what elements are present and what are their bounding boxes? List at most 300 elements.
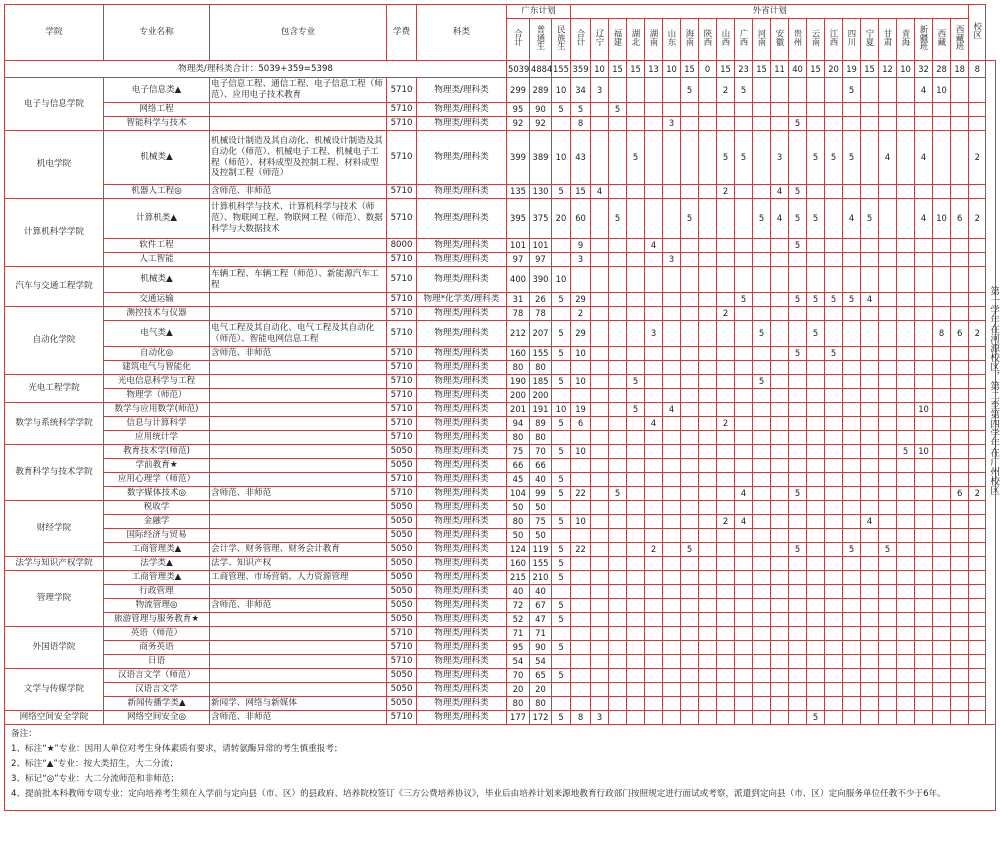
plan-value: 94 (507, 417, 530, 431)
plan-value (663, 267, 681, 293)
plan-value (897, 571, 915, 585)
plan-value (609, 585, 627, 599)
plan-value: 4 (915, 199, 933, 239)
plan-value (933, 501, 951, 515)
subject-category: 物理类/理科类 (417, 78, 507, 103)
major-name: 教育技术学(师范) (104, 445, 210, 459)
header-province-col: 青海 (897, 19, 915, 61)
plan-value (552, 361, 571, 375)
plan-value (825, 403, 843, 417)
plan-value: 5 (552, 711, 571, 725)
plan-value (645, 683, 663, 697)
plan-value (789, 459, 807, 473)
plan-value (897, 131, 915, 185)
plan-value (591, 103, 609, 117)
plan-value (645, 655, 663, 669)
plan-value: 4 (915, 131, 933, 185)
plan-value (771, 459, 789, 473)
plan-value (609, 267, 627, 293)
plan-value (897, 599, 915, 613)
plan-value (915, 697, 933, 711)
plan-value (645, 487, 663, 501)
table-row (5, 641, 996, 655)
plan-value: 67 (530, 599, 552, 613)
plan-value (699, 199, 717, 239)
plan-value (789, 501, 807, 515)
plan-value (627, 543, 645, 557)
plan-value (681, 103, 699, 117)
summary-value: 10 (897, 61, 915, 78)
plan-value (627, 599, 645, 613)
plan-value (861, 557, 879, 571)
plan-value (789, 445, 807, 459)
plan-value: 5 (843, 293, 861, 307)
plan-value (645, 613, 663, 627)
plan-value (771, 321, 789, 347)
plan-value (861, 571, 879, 585)
plan-value (699, 473, 717, 487)
plan-value: 4 (915, 78, 933, 103)
major-name: 学前教育★ (104, 459, 210, 473)
table-row (5, 253, 996, 267)
college-name: 外国语学院 (5, 627, 104, 669)
plan-value: 212 (507, 321, 530, 347)
plan-value (735, 473, 753, 487)
plan-value (879, 697, 897, 711)
plan-value (951, 585, 969, 599)
plan-value (571, 697, 591, 711)
plan-value (552, 585, 571, 599)
plan-value (627, 459, 645, 473)
included-majors: 含师范、非师范 (210, 711, 387, 725)
plan-value (663, 445, 681, 459)
plan-value (681, 361, 699, 375)
college-name: 汽车与交通工程学院 (5, 267, 104, 307)
plan-value (717, 613, 735, 627)
plan-value (951, 389, 969, 403)
plan-value (789, 431, 807, 445)
plan-value (663, 307, 681, 321)
plan-value (645, 78, 663, 103)
plan-value (789, 389, 807, 403)
plan-value (591, 417, 609, 431)
plan-value: 4 (843, 199, 861, 239)
included-majors (210, 103, 387, 117)
plan-value (681, 641, 699, 655)
plan-value (771, 501, 789, 515)
plan-value (807, 361, 825, 375)
table-row (5, 711, 996, 725)
plan-value: 8 (571, 117, 591, 131)
plan-value (753, 529, 771, 543)
summary-value: 15 (609, 61, 627, 78)
table-row (5, 185, 996, 199)
plan-value (645, 131, 663, 185)
plan-value (771, 515, 789, 529)
plan-value (933, 473, 951, 487)
note-item: 3、标记“◎”专业：大二分流师范和非师范； (11, 774, 179, 784)
table-row (5, 571, 996, 585)
plan-value (591, 445, 609, 459)
included-majors (210, 501, 387, 515)
plan-value: 5 (552, 557, 571, 571)
plan-value: 3 (591, 711, 609, 725)
subject-category: 物理类/理科类 (417, 417, 507, 431)
plan-value: 289 (530, 78, 552, 103)
plan-value: 10 (933, 78, 951, 103)
table-header (5, 5, 996, 61)
plan-value (897, 459, 915, 473)
plan-value (771, 403, 789, 417)
plan-value (861, 253, 879, 267)
plan-value (663, 487, 681, 501)
plan-value (681, 293, 699, 307)
plan-value (681, 683, 699, 697)
plan-value (699, 417, 717, 431)
plan-value (735, 459, 753, 473)
header-province-col: 贵州 (789, 19, 807, 61)
summary-label: 物理类/理科类合计：5039+359=5398 (5, 61, 507, 78)
plan-value (825, 199, 843, 239)
plan-value (753, 543, 771, 557)
plan-value (969, 697, 986, 711)
plan-value: 5 (789, 185, 807, 199)
plan-value (663, 599, 681, 613)
included-majors: 机械设计制造及其自动化、机械设计制造及其自动化（师范）、机械电子工程、机械电子工程（师范）、材料成型及控制工程、材料成型及控制工程（师范） (210, 131, 387, 185)
plan-value (771, 641, 789, 655)
plan-value (699, 375, 717, 389)
plan-value (552, 459, 571, 473)
plan-value (699, 347, 717, 361)
plan-value (861, 627, 879, 641)
plan-value: 101 (507, 239, 530, 253)
plan-value (699, 403, 717, 417)
plan-value (915, 389, 933, 403)
subject-category: 物理类/理科类 (417, 131, 507, 185)
plan-value (897, 78, 915, 103)
plan-value (789, 473, 807, 487)
plan-value: 5 (552, 641, 571, 655)
included-majors: 会计学、财务管理、财务会计教育 (210, 543, 387, 557)
plan-value: 89 (530, 417, 552, 431)
table-row (5, 403, 996, 417)
college-name: 网络空间安全学院 (5, 711, 104, 725)
plan-value (933, 267, 951, 293)
plan-value (681, 117, 699, 131)
plan-value: 4 (771, 199, 789, 239)
plan-value (771, 445, 789, 459)
plan-value (879, 431, 897, 445)
plan-value (663, 459, 681, 473)
plan-value (735, 669, 753, 683)
plan-value (915, 307, 933, 321)
plan-value: 177 (507, 711, 530, 725)
plan-value (609, 683, 627, 697)
plan-value (645, 585, 663, 599)
plan-value (879, 683, 897, 697)
plan-value (753, 655, 771, 669)
plan-value (627, 199, 645, 239)
plan-value (861, 655, 879, 669)
plan-value (663, 529, 681, 543)
table-row (5, 655, 996, 669)
plan-value (717, 293, 735, 307)
major-name: 法学类▲ (104, 557, 210, 571)
plan-value: 2 (969, 131, 986, 185)
plan-value: 90 (530, 641, 552, 655)
major-name: 信息与计算科学 (104, 417, 210, 431)
plan-value: 50 (507, 501, 530, 515)
plan-value: 10 (915, 403, 933, 417)
table-row (5, 199, 996, 239)
plan-value (753, 501, 771, 515)
plan-value (699, 459, 717, 473)
plan-value (807, 585, 825, 599)
major-name: 物流管理◎ (104, 599, 210, 613)
table-row (5, 543, 996, 557)
major-name: 软件工程 (104, 239, 210, 253)
plan-value (699, 321, 717, 347)
plan-value (897, 253, 915, 267)
plan-value (969, 711, 986, 725)
plan-value (879, 117, 897, 131)
plan-value (591, 473, 609, 487)
plan-value (627, 683, 645, 697)
plan-value (915, 501, 933, 515)
included-majors (210, 389, 387, 403)
plan-value (969, 529, 986, 543)
plan-value (681, 515, 699, 529)
plan-value (951, 669, 969, 683)
plan-value (753, 103, 771, 117)
plan-value: 5 (552, 599, 571, 613)
plan-value (825, 669, 843, 683)
tuition-fee: 5710 (387, 473, 417, 487)
tuition-fee: 5050 (387, 669, 417, 683)
plan-value (717, 697, 735, 711)
plan-value (789, 627, 807, 641)
campus-note: 第一学年在河源校区，第二至第四学年在广州校区 (986, 61, 996, 725)
plan-value (591, 627, 609, 641)
plan-value (933, 641, 951, 655)
plan-value (609, 431, 627, 445)
plan-value (591, 487, 609, 501)
plan-value (591, 293, 609, 307)
table-row (5, 431, 996, 445)
summary-value: 5039 (507, 61, 530, 78)
plan-value: 5 (825, 347, 843, 361)
plan-value (879, 641, 897, 655)
plan-value: 5 (627, 375, 645, 389)
plan-value (933, 697, 951, 711)
plan-value (879, 239, 897, 253)
table-row (5, 501, 996, 515)
header-guangdong-plan: 广东计划 (507, 5, 571, 19)
plan-value: 97 (530, 253, 552, 267)
plan-value (933, 655, 951, 669)
plan-value: 2 (645, 543, 663, 557)
plan-value (609, 529, 627, 543)
plan-value (627, 655, 645, 669)
plan-value (627, 347, 645, 361)
plan-value (571, 459, 591, 473)
plan-value: 400 (507, 267, 530, 293)
plan-value (843, 117, 861, 131)
plan-value (735, 117, 753, 131)
plan-value (825, 375, 843, 389)
plan-value (735, 199, 753, 239)
plan-value: 92 (507, 117, 530, 131)
plan-value (969, 239, 986, 253)
plan-value (753, 515, 771, 529)
plan-value: 70 (507, 669, 530, 683)
plan-value (753, 253, 771, 267)
plan-value (807, 515, 825, 529)
plan-value: 5 (552, 321, 571, 347)
plan-value (897, 389, 915, 403)
plan-value: 72 (507, 599, 530, 613)
plan-value (789, 613, 807, 627)
plan-value (951, 131, 969, 185)
tuition-fee: 5710 (387, 641, 417, 655)
plan-value (933, 131, 951, 185)
plan-value (969, 683, 986, 697)
major-name: 交通运输 (104, 293, 210, 307)
plan-value (627, 307, 645, 321)
plan-value (627, 431, 645, 445)
subject-category: 物理类/理科类 (417, 543, 507, 557)
tuition-fee: 5710 (387, 78, 417, 103)
plan-value (735, 347, 753, 361)
college-name: 财经学院 (5, 501, 104, 557)
plan-value (843, 417, 861, 431)
plan-value: 4 (735, 487, 753, 501)
plan-value (591, 543, 609, 557)
plan-value (861, 321, 879, 347)
plan-value: 29 (571, 293, 591, 307)
plan-value: 5 (735, 78, 753, 103)
plan-value (645, 571, 663, 585)
plan-value (699, 515, 717, 529)
plan-value (861, 361, 879, 375)
plan-value: 160 (507, 557, 530, 571)
plan-value (879, 627, 897, 641)
plan-value (951, 361, 969, 375)
plan-value (807, 599, 825, 613)
plan-value (771, 473, 789, 487)
summary-value: 15 (861, 61, 879, 78)
plan-value (681, 487, 699, 501)
plan-value (951, 103, 969, 117)
plan-value: 90 (530, 103, 552, 117)
plan-value (717, 267, 735, 293)
plan-value: 8 (933, 321, 951, 347)
included-majors (210, 515, 387, 529)
plan-value (645, 403, 663, 417)
table-row (5, 293, 996, 307)
plan-value (897, 655, 915, 669)
plan-value (807, 473, 825, 487)
included-majors (210, 307, 387, 321)
plan-value (807, 557, 825, 571)
plan-value (609, 417, 627, 431)
plan-value (609, 515, 627, 529)
plan-value (825, 655, 843, 669)
summary-value: 32 (915, 61, 933, 78)
plan-value (591, 529, 609, 543)
plan-value (951, 117, 969, 131)
plan-value: 5 (609, 199, 627, 239)
plan-value (771, 417, 789, 431)
plan-value (843, 599, 861, 613)
included-majors (210, 239, 387, 253)
plan-value (627, 585, 645, 599)
plan-value (969, 117, 986, 131)
plan-value (609, 375, 627, 389)
plan-value (753, 473, 771, 487)
subject-category: 物理类/理科类 (417, 361, 507, 375)
tuition-fee: 5710 (387, 417, 417, 431)
plan-value (735, 103, 753, 117)
plan-value: 80 (507, 515, 530, 529)
plan-value (951, 253, 969, 267)
plan-value (897, 711, 915, 725)
plan-value (753, 307, 771, 321)
plan-value (933, 515, 951, 529)
plan-value: 2 (969, 199, 986, 239)
plan-value (681, 599, 699, 613)
subject-category: 物理类/理科类 (417, 557, 507, 571)
plan-value (861, 459, 879, 473)
plan-value (699, 683, 717, 697)
plan-value (753, 361, 771, 375)
plan-value: 6 (571, 417, 591, 431)
plan-value (699, 571, 717, 585)
plan-value (897, 307, 915, 321)
subject-category: 物理类/理科类 (417, 103, 507, 117)
plan-value (753, 389, 771, 403)
tuition-fee: 5710 (387, 375, 417, 389)
plan-value (843, 613, 861, 627)
included-majors (210, 403, 387, 417)
plan-value (663, 361, 681, 375)
plan-value (807, 78, 825, 103)
major-name: 行政管理 (104, 585, 210, 599)
plan-value (789, 103, 807, 117)
plan-value (861, 473, 879, 487)
plan-value (663, 417, 681, 431)
plan-value (663, 515, 681, 529)
plan-value (571, 599, 591, 613)
plan-value (699, 627, 717, 641)
plan-value (843, 185, 861, 199)
tuition-fee: 5710 (387, 131, 417, 185)
plan-value: 50 (530, 501, 552, 515)
plan-value (825, 239, 843, 253)
plan-value (951, 711, 969, 725)
plan-value: 210 (530, 571, 552, 585)
major-name: 日语 (104, 655, 210, 669)
major-name: 汉语言文学 (104, 683, 210, 697)
header-gd-col: 民族生 (552, 19, 571, 61)
plan-value (843, 711, 861, 725)
tuition-fee: 5050 (387, 515, 417, 529)
plan-value (627, 321, 645, 347)
plan-value (771, 389, 789, 403)
plan-value (591, 307, 609, 321)
summary-value: 0 (699, 61, 717, 78)
plan-value (969, 557, 986, 571)
